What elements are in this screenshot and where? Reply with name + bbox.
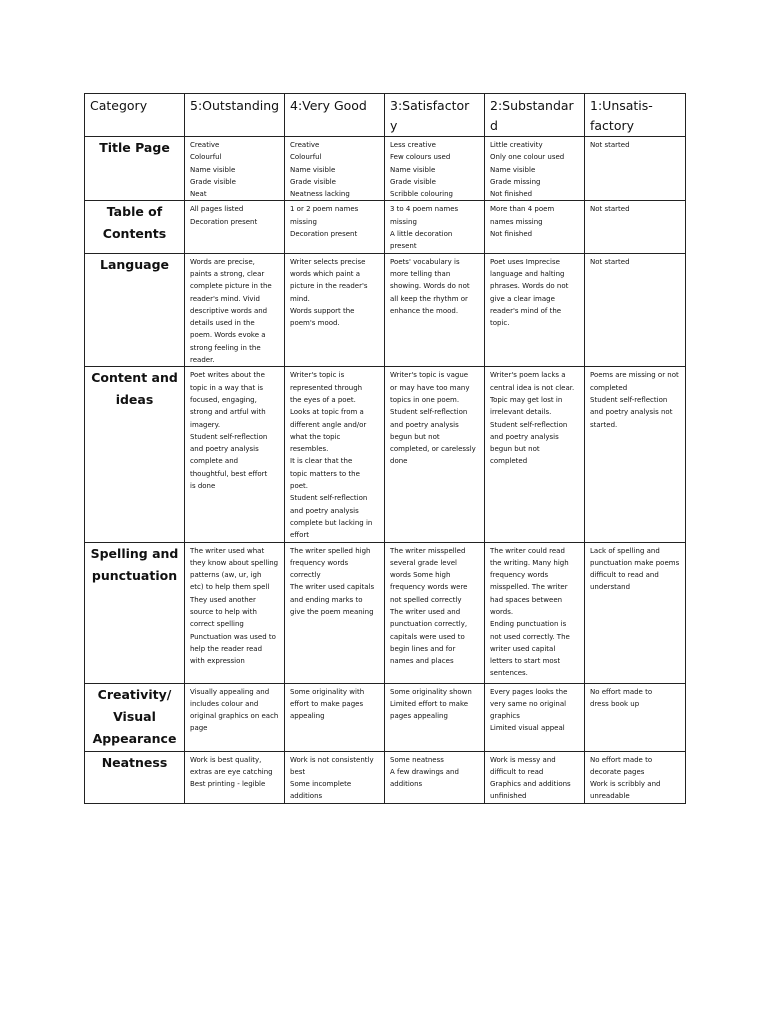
- criteria-line: Poet writes about the: [190, 371, 265, 380]
- criteria-line: Some originality shown: [390, 687, 472, 696]
- criteria-cell-satisfactory: [385, 201, 485, 253]
- criteria-line: All pages listed: [190, 205, 244, 214]
- criteria-line: very same no original: [490, 699, 567, 708]
- criteria-cell-outstanding: [185, 751, 285, 803]
- criteria-line: Writer's topic is vague: [390, 371, 469, 380]
- criteria-line: Writer selects precise: [290, 257, 366, 266]
- criteria-line: present: [390, 242, 417, 251]
- criteria-line: enhance the mood.: [390, 306, 459, 315]
- criteria-line: best: [290, 767, 306, 776]
- criteria-line: Creative: [290, 141, 320, 149]
- criteria-line: punctuation make poems: [590, 558, 680, 567]
- header-satisfactory: [385, 94, 485, 137]
- category-label: Title Page: [99, 140, 170, 155]
- criteria-line: No effort made to: [590, 755, 653, 764]
- criteria-line: A few drawings and: [390, 767, 459, 776]
- criteria-line: picture in the reader's: [290, 282, 368, 291]
- criteria-line: words which paint a: [290, 269, 361, 278]
- criteria-line: Colourful: [290, 153, 322, 162]
- criteria-line: all keep the rhythm or: [390, 294, 468, 303]
- criteria-line: complete picture in the: [190, 282, 272, 291]
- criteria-line: had spaces between: [490, 595, 563, 604]
- criteria-cell-unsatisfactory: [585, 542, 686, 683]
- criteria-line: frequency words were: [390, 583, 468, 592]
- criteria-cell-outstanding: [185, 137, 285, 201]
- criteria-line: complete but lacking in: [290, 518, 373, 527]
- criteria-line: thoughtful, best effort: [190, 469, 268, 478]
- criteria-line: The writer could read: [490, 546, 565, 555]
- criteria-line: The writer spelled high: [290, 546, 371, 555]
- criteria-line: Limited effort to make: [390, 699, 469, 708]
- criteria-line: started.: [590, 420, 618, 429]
- criteria-line: Some originality with: [290, 687, 365, 696]
- criteria-line: additions: [290, 792, 323, 801]
- criteria-line: topic matters to the: [290, 469, 360, 478]
- criteria-line: words.: [490, 607, 514, 616]
- criteria-line: words Some high: [390, 571, 451, 580]
- criteria-line: reader's mind. Vivid: [190, 294, 260, 303]
- criteria-line: effort: [290, 531, 310, 540]
- criteria-line: and poetry analysis: [190, 445, 259, 454]
- criteria-line: the writing. Many high: [490, 558, 569, 567]
- criteria-cell-very-good: [285, 367, 385, 542]
- criteria-line: Looks at topic from a: [290, 408, 364, 417]
- criteria-line: they know about spelling: [190, 558, 279, 567]
- criteria-cell-satisfactory: [385, 137, 485, 201]
- criteria-line: correct spelling: [190, 620, 244, 629]
- criteria-line: details used in the: [190, 319, 255, 328]
- criteria-line: They used another: [190, 595, 256, 604]
- criteria-line: Words support the: [290, 306, 355, 315]
- criteria-line: showing. Words do not: [390, 282, 470, 291]
- category-cell: [85, 751, 185, 803]
- criteria-line: Ending punctuation is: [490, 620, 567, 629]
- category-cell: [85, 367, 185, 542]
- criteria-line: Poets' vocabulary is: [390, 257, 460, 266]
- header-category: [85, 94, 185, 137]
- criteria-line: and poetry analysis: [290, 506, 359, 515]
- criteria-line: original graphics on each: [190, 712, 279, 721]
- rubric-row: [85, 683, 686, 751]
- header-unsatisfactory: [585, 94, 686, 137]
- criteria-cell-substandard: [485, 751, 585, 803]
- criteria-line: resembles.: [290, 445, 329, 454]
- criteria-line: completed: [490, 457, 528, 466]
- criteria-cell-substandard: [485, 367, 585, 542]
- criteria-line: missing: [390, 217, 417, 226]
- criteria-line: Name visible: [290, 165, 336, 174]
- category-label: Content and: [91, 370, 178, 386]
- criteria-cell-very-good: [285, 137, 385, 201]
- criteria-line: Work is not consistently: [290, 755, 374, 764]
- criteria-line: Words are precise,: [190, 257, 255, 266]
- rubric-row: [85, 542, 686, 683]
- criteria-line: correctly: [290, 571, 321, 580]
- header-label: 1:Unsatis- factory: [590, 98, 653, 133]
- criteria-line: represented through: [290, 383, 363, 392]
- criteria-cell-very-good: [285, 683, 385, 751]
- rubric-row: [85, 253, 686, 367]
- category-label: ideas: [115, 392, 154, 408]
- criteria-line: etc) to help them spell: [190, 583, 270, 592]
- criteria-line: is done: [190, 482, 216, 491]
- criteria-line: Student self-reflection: [490, 420, 568, 429]
- criteria-line: effort to make pages: [290, 699, 364, 708]
- criteria-line: More than 4 poem: [490, 205, 555, 214]
- criteria-line: several grade level: [390, 558, 457, 567]
- criteria-line: Few colours used: [390, 153, 451, 162]
- criteria-line: decorate pages: [590, 767, 645, 776]
- header-label: 4:Very Good: [290, 98, 367, 113]
- criteria-line: Student self-reflection: [390, 408, 468, 417]
- criteria-line: Every pages looks the: [490, 687, 568, 696]
- criteria-line: source to help with: [190, 607, 257, 616]
- criteria-line: descriptive words and: [190, 306, 268, 315]
- header-row: [85, 94, 686, 137]
- criteria-cell-satisfactory: [385, 542, 485, 683]
- criteria-line: what the topic: [290, 432, 341, 441]
- criteria-line: The writer used what: [190, 546, 265, 555]
- criteria-line: extras are eye catching: [190, 767, 273, 776]
- criteria-line: Student self-reflection: [190, 432, 268, 441]
- rubric-row: [85, 201, 686, 253]
- category-cell: [85, 201, 185, 253]
- header-substandard: [485, 94, 585, 137]
- criteria-line: capitals were used to: [390, 632, 465, 641]
- criteria-line: and ending marks to: [290, 595, 363, 604]
- criteria-line: topics in one poem.: [390, 395, 460, 404]
- criteria-line: done: [390, 457, 408, 466]
- criteria-line: 3 to 4 poem names: [390, 205, 459, 214]
- criteria-line: strong and artful with: [190, 408, 266, 417]
- category-label: Language: [99, 256, 169, 272]
- criteria-line: imagery.: [190, 420, 221, 429]
- criteria-line: Work is messy and: [490, 755, 556, 764]
- criteria-line: complete and: [190, 457, 239, 466]
- criteria-line: not spelled correctly: [390, 595, 462, 604]
- criteria-line: Little creativity: [490, 141, 543, 149]
- header-label: 3:Satisfactor y: [390, 98, 470, 133]
- criteria-cell-substandard: [485, 542, 585, 683]
- criteria-line: Not started: [590, 257, 630, 266]
- criteria-line: give the poem meaning: [290, 607, 374, 616]
- criteria-line: topic.: [490, 319, 510, 328]
- criteria-cell-very-good: [285, 542, 385, 683]
- criteria-line: begin lines and for: [390, 644, 456, 653]
- rubric-table: [84, 93, 686, 804]
- criteria-cell-substandard: [485, 683, 585, 751]
- criteria-line: dress book up: [590, 699, 640, 708]
- criteria-line: central idea is not clear.: [490, 383, 575, 392]
- criteria-line: Some neatness: [390, 755, 444, 764]
- criteria-cell-substandard: [485, 253, 585, 367]
- category-label: Spelling and: [90, 545, 179, 561]
- criteria-line: strong feeling in the: [190, 343, 261, 352]
- criteria-line: Grade visible: [290, 177, 336, 186]
- criteria-line: with expression: [190, 657, 245, 666]
- criteria-line: page: [190, 724, 208, 733]
- category-label: Creativity/: [97, 686, 172, 702]
- criteria-line: Scribble colouring: [390, 190, 453, 199]
- criteria-line: frequency words: [290, 558, 349, 567]
- criteria-line: names missing: [490, 217, 543, 226]
- criteria-cell-substandard: [485, 137, 585, 201]
- criteria-cell-outstanding: [185, 253, 285, 367]
- criteria-line: help the reader read: [190, 644, 263, 653]
- criteria-line: names and places: [390, 657, 454, 666]
- criteria-line: includes colour and: [190, 699, 259, 708]
- criteria-line: Grade visible: [390, 177, 436, 186]
- category-cell: [85, 137, 185, 201]
- criteria-line: No effort made to: [590, 687, 653, 696]
- criteria-line: Student self-reflection: [590, 395, 668, 404]
- rubric-row: [85, 751, 686, 803]
- category-cell: [85, 683, 185, 751]
- header-label: Category: [90, 98, 148, 113]
- criteria-line: Topic may get lost in: [490, 395, 563, 404]
- criteria-line: Only one colour used: [490, 153, 565, 162]
- category-cell: [85, 542, 185, 683]
- header-label: 2:Substandar d: [490, 98, 574, 133]
- criteria-line: difficult to read and: [590, 571, 659, 580]
- criteria-line: different angle and/or: [290, 420, 367, 429]
- criteria-cell-satisfactory: [385, 253, 485, 367]
- criteria-line: irrelevant details.: [490, 408, 552, 417]
- criteria-line: sentences.: [490, 669, 528, 678]
- criteria-cell-satisfactory: [385, 683, 485, 751]
- criteria-line: completed: [590, 383, 628, 392]
- criteria-line: and poetry analysis: [390, 420, 459, 429]
- criteria-line: 1 or 2 poem names: [290, 205, 359, 214]
- criteria-cell-unsatisfactory: [585, 201, 686, 253]
- criteria-cell-satisfactory: [385, 367, 485, 542]
- criteria-line: Poet uses Imprecise: [490, 257, 560, 266]
- criteria-line: Decoration present: [290, 230, 358, 239]
- criteria-line: reader.: [190, 356, 215, 365]
- category-label: Contents: [102, 226, 167, 242]
- category-label: punctuation: [91, 567, 178, 583]
- criteria-cell-unsatisfactory: [585, 137, 686, 201]
- criteria-line: punctuation correctly,: [390, 620, 468, 629]
- criteria-line: Best printing - legible: [190, 780, 266, 789]
- criteria-cell-substandard: [485, 201, 585, 253]
- criteria-line: phrases. Words do not: [490, 282, 569, 291]
- criteria-line: topic in a way that is: [190, 383, 264, 392]
- criteria-line: paints a strong, clear: [190, 269, 265, 278]
- criteria-line: begun but not: [490, 445, 540, 454]
- criteria-line: Punctuation was used to: [190, 632, 276, 641]
- criteria-cell-unsatisfactory: [585, 367, 686, 542]
- criteria-line: missing: [290, 217, 317, 226]
- category-cell: [85, 253, 185, 367]
- criteria-line: Colourful: [190, 153, 222, 162]
- criteria-line: understand: [590, 583, 631, 592]
- criteria-line: difficult to read: [490, 767, 544, 776]
- criteria-line: misspelled. The writer: [490, 583, 568, 592]
- criteria-line: Name visible: [390, 165, 436, 174]
- criteria-line: poet.: [290, 482, 309, 491]
- criteria-line: unfinished: [490, 792, 527, 801]
- criteria-line: reader's mind of the: [490, 306, 562, 315]
- criteria-line: writer used capital: [490, 644, 556, 653]
- criteria-line: graphics: [490, 712, 520, 721]
- criteria-line: poem's mood.: [290, 319, 340, 328]
- category-label: Neatness: [101, 754, 168, 770]
- criteria-line: more telling than: [390, 269, 451, 278]
- criteria-line: patterns (aw, ur, igh: [190, 571, 262, 580]
- criteria-line: pages appealing: [390, 712, 448, 721]
- criteria-line: Neatness lacking: [290, 190, 350, 199]
- criteria-line: language and halting: [490, 269, 565, 278]
- criteria-line: Less creative: [390, 141, 436, 149]
- criteria-line: or may have too many: [390, 383, 470, 392]
- criteria-line: The writer misspelled: [390, 546, 466, 555]
- criteria-line: Writer's topic is: [290, 371, 345, 380]
- criteria-line: Work is best quality,: [190, 755, 262, 764]
- criteria-line: Not started: [590, 141, 630, 149]
- criteria-line: Not finished: [490, 230, 533, 239]
- criteria-cell-very-good: [285, 253, 385, 367]
- criteria-line: begun but not: [390, 432, 440, 441]
- rubric-row: [85, 367, 686, 542]
- criteria-line: the eyes of a poet.: [290, 395, 356, 404]
- header-label: 5:Outstanding: [190, 98, 280, 113]
- criteria-line: Decoration present: [190, 217, 258, 226]
- criteria-cell-very-good: [285, 201, 385, 253]
- rubric-row: [85, 137, 686, 201]
- criteria-cell-outstanding: [185, 683, 285, 751]
- criteria-line: and poetry analysis not: [590, 408, 673, 417]
- criteria-line: Lack of spelling and: [590, 546, 660, 555]
- criteria-line: appealing: [290, 712, 325, 721]
- criteria-cell-very-good: [285, 751, 385, 803]
- criteria-line: Not started: [590, 205, 630, 214]
- criteria-cell-unsatisfactory: [585, 751, 686, 803]
- criteria-line: Work is scribbly and: [590, 780, 661, 789]
- criteria-line: The writer used and: [390, 607, 461, 616]
- criteria-line: Name visible: [190, 165, 236, 174]
- criteria-line: It is clear that the: [290, 457, 353, 466]
- criteria-line: give a clear image: [490, 294, 555, 303]
- criteria-line: Grade visible: [190, 177, 236, 186]
- criteria-line: completed, or carelessly: [390, 445, 476, 454]
- criteria-cell-unsatisfactory: [585, 253, 686, 367]
- criteria-line: Creative: [190, 141, 220, 149]
- criteria-line: frequency words: [490, 571, 549, 580]
- criteria-line: The writer used capitals: [290, 583, 375, 592]
- criteria-line: poem. Words evoke a: [190, 331, 266, 340]
- criteria-line: Visually appealing and: [190, 687, 270, 696]
- criteria-cell-outstanding: [185, 367, 285, 542]
- criteria-line: Some incomplete: [290, 780, 352, 789]
- criteria-line: Grade missing: [490, 177, 541, 186]
- criteria-line: A little decoration: [390, 230, 453, 239]
- criteria-line: Student self-reflection: [290, 494, 368, 503]
- criteria-line: Not finished: [490, 190, 533, 199]
- criteria-cell-outstanding: [185, 201, 285, 253]
- criteria-line: focused, engaging,: [190, 395, 257, 404]
- criteria-line: and poetry analysis: [490, 432, 559, 441]
- criteria-line: Neat: [190, 190, 207, 199]
- criteria-line: Writer's poem lacks a: [490, 371, 566, 380]
- criteria-cell-unsatisfactory: [585, 683, 686, 751]
- criteria-line: additions: [390, 780, 423, 789]
- criteria-line: not used correctly. The: [490, 632, 570, 641]
- category-label: Visual: [113, 708, 156, 724]
- criteria-line: unreadable: [590, 792, 630, 801]
- criteria-line: mind.: [290, 294, 310, 303]
- category-label: Appearance: [92, 730, 177, 746]
- header-very-good: [285, 94, 385, 137]
- criteria-line: Name visible: [490, 165, 536, 174]
- criteria-line: letters to start most: [490, 657, 561, 666]
- criteria-cell-outstanding: [185, 542, 285, 683]
- criteria-cell-satisfactory: [385, 751, 485, 803]
- header-outstanding: [185, 94, 285, 137]
- criteria-line: Poems are missing or not: [590, 371, 679, 380]
- criteria-line: Graphics and additions: [490, 780, 571, 789]
- category-label: Table of: [106, 204, 163, 220]
- criteria-line: Limited visual appeal: [490, 724, 565, 733]
